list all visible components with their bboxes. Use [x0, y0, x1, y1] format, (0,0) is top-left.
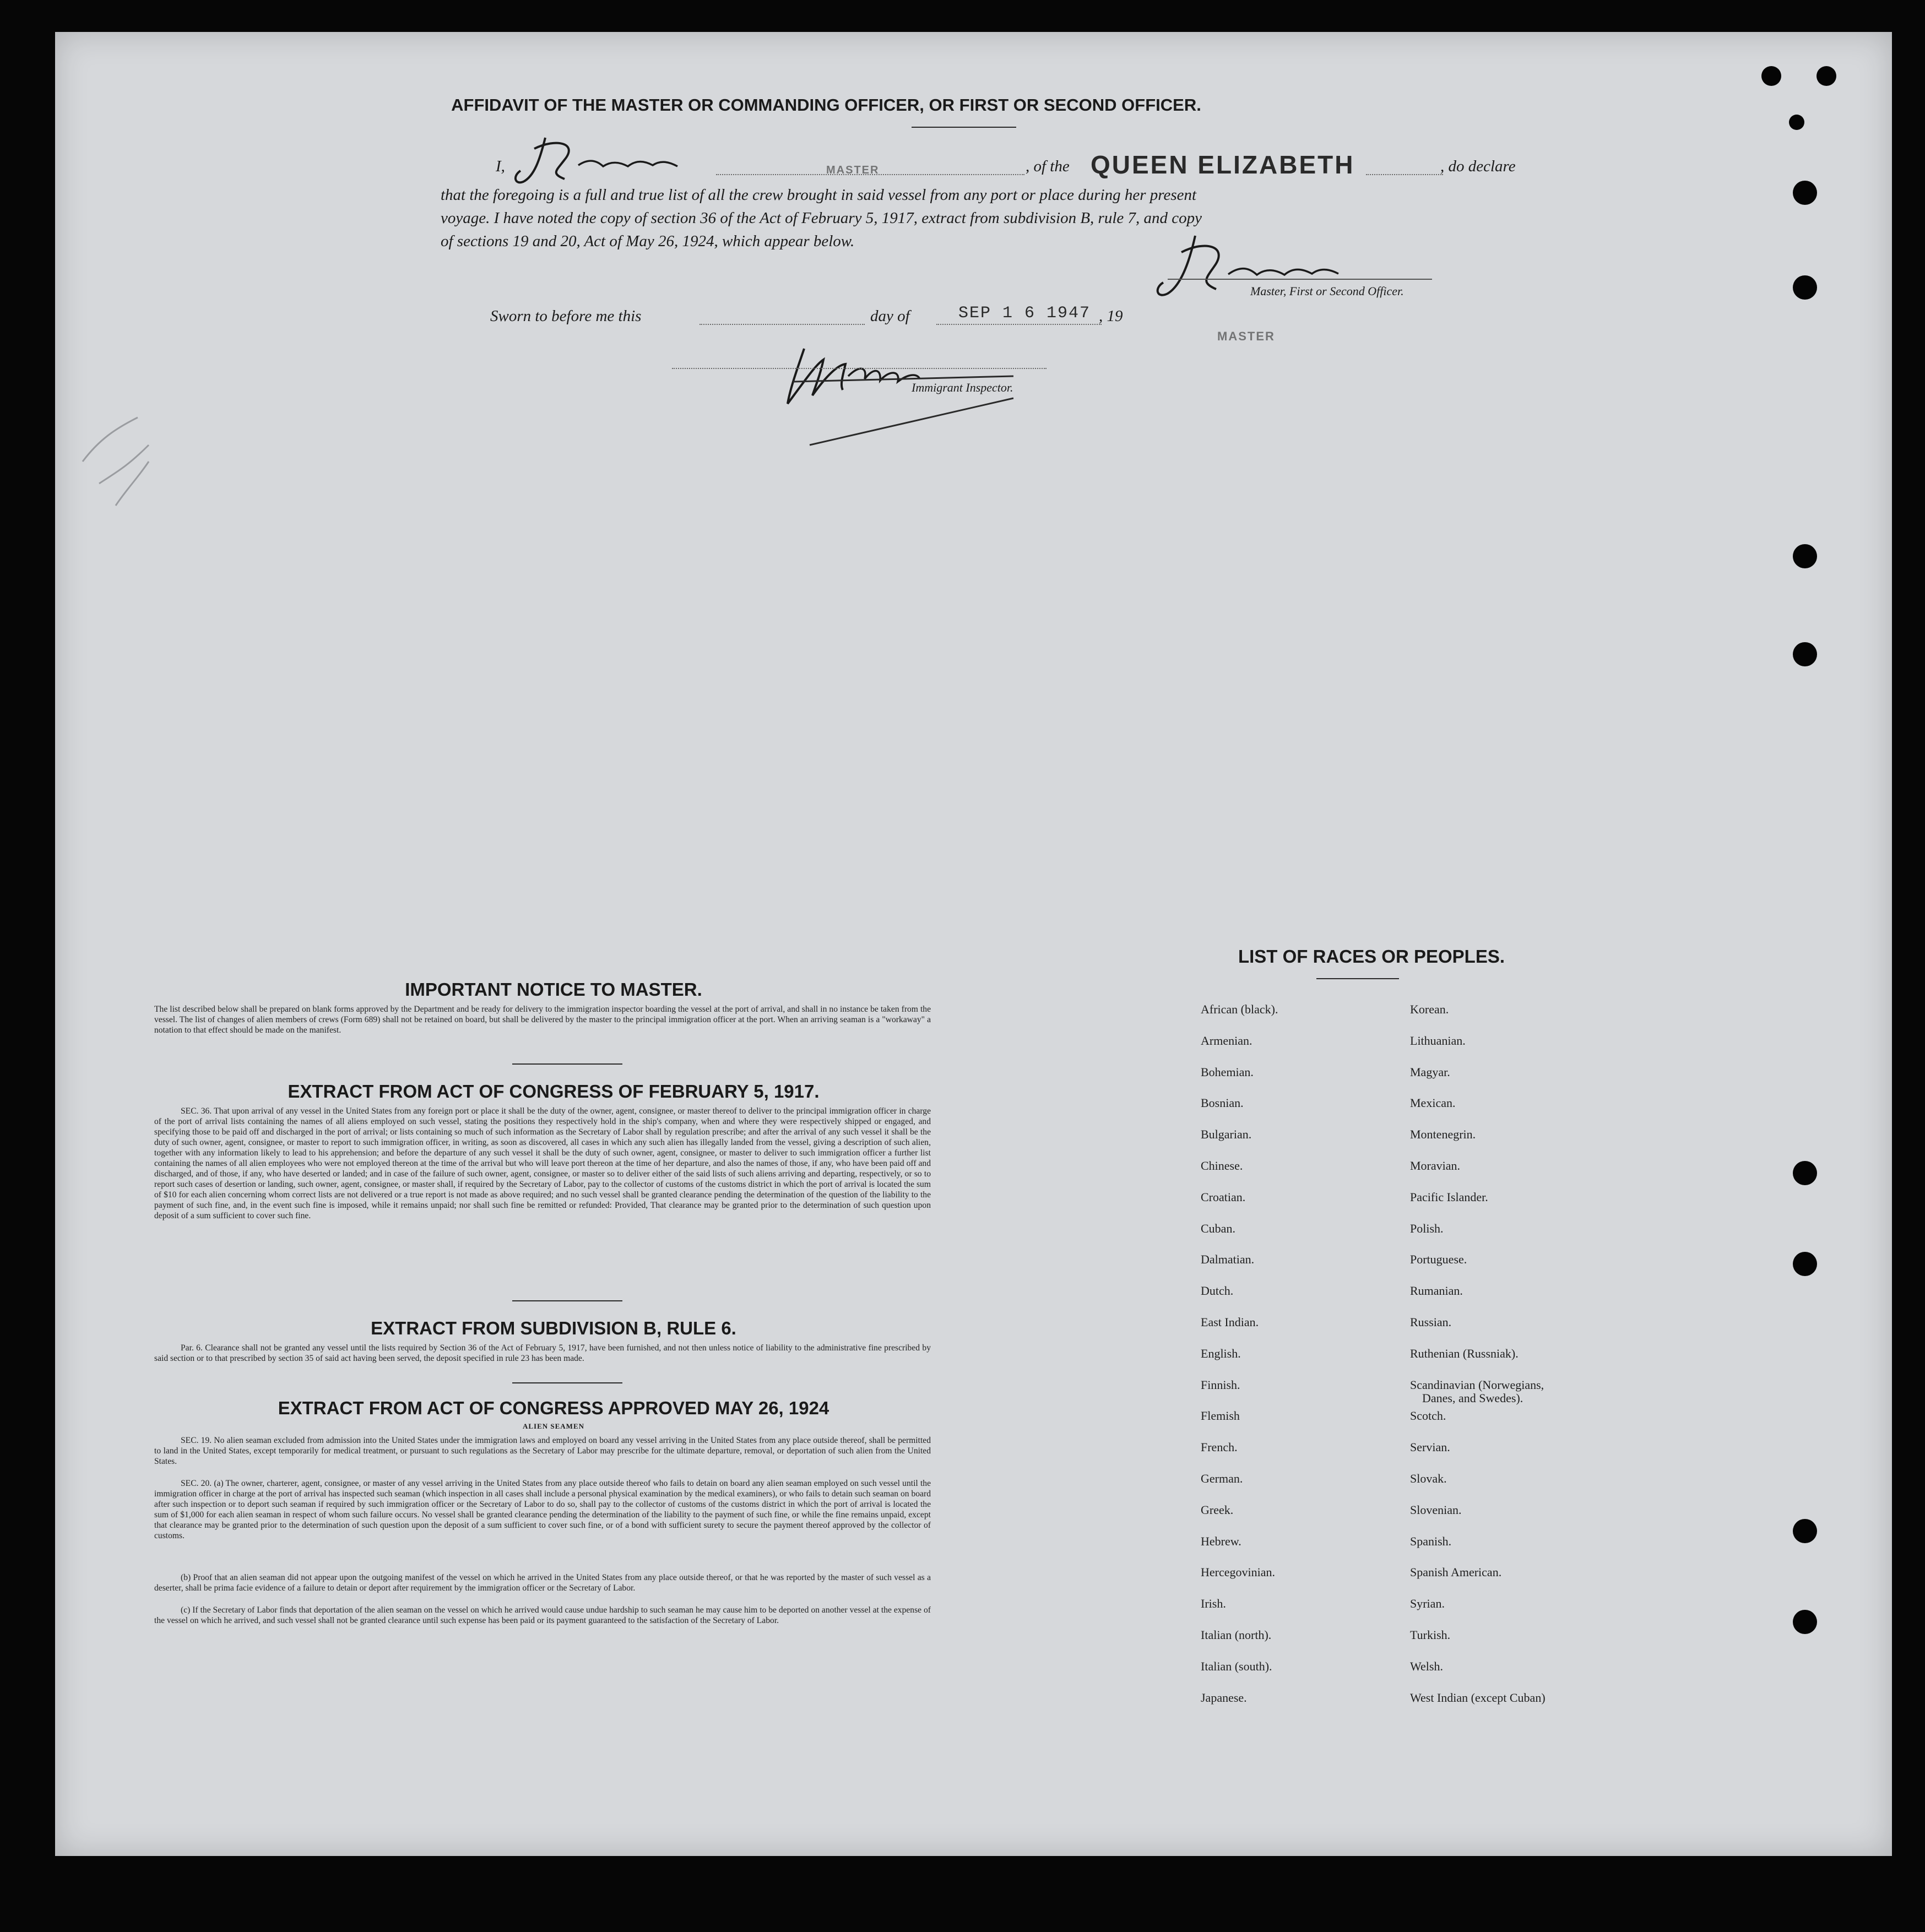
race-item: Russian. — [1410, 1315, 1452, 1329]
race-item: Turkish. — [1410, 1628, 1451, 1642]
race-item: Armenian. — [1201, 1034, 1252, 1048]
race-item: Scandinavian (Norwegians, Danes, and Swedes). — [1410, 1378, 1544, 1405]
race-item: Dalmatian. — [1201, 1252, 1255, 1266]
subdivision-b-rule — [512, 1382, 622, 1383]
extract-1924-sec19 — [154, 1435, 931, 1467]
affidavit-title: AFFIDAVIT OF THE MASTER OR COMMANDING OFFICER, OR FIRST OR SECOND OFFICER. — [451, 95, 1201, 115]
race-item: Spanish American. — [1410, 1565, 1502, 1579]
extract-1924-sec20a — [154, 1478, 931, 1541]
race-item: Japanese. — [1201, 1691, 1247, 1705]
race-item: English. — [1201, 1347, 1241, 1360]
master-stamp-2: MASTER — [1217, 329, 1275, 343]
race-item: Portuguese. — [1410, 1252, 1467, 1266]
sec20c-body: (c) If the Secretary of Labor finds that deportation of the alien seaman on the vessel on which he arrived would cause undue hardship to such seaman he may cause him to be deported on another vessel at the expense of the vessel on which he arrived, and such vessel shall not be granted clearance until such expense has been paid or its payment guaranteed to the satisfaction of the Secretary of Labor. — [154, 1605, 931, 1625]
sworn-day-dots — [699, 324, 865, 325]
affidavit-line1-prefix: I, — [496, 158, 505, 175]
ship-name-stamp: QUEEN ELIZABETH — [1091, 150, 1355, 179]
extract-1924-subtitle: ALIEN SEAMEN — [522, 1422, 585, 1430]
inspector-signature — [782, 327, 1069, 464]
race-item: Korean. — [1410, 1002, 1449, 1016]
race-item: Polish. — [1410, 1222, 1444, 1235]
sworn-day-of: day of — [870, 307, 910, 325]
race-item: Ruthenian (Russniak). — [1410, 1347, 1519, 1360]
binding-hole — [1816, 66, 1836, 86]
subdivision-b-title: EXTRACT FROM SUBDIVISION B, RULE 6. — [371, 1318, 736, 1338]
binding-hole — [1761, 66, 1781, 86]
notice-rule — [512, 1063, 622, 1065]
sworn-date-dots — [936, 324, 1102, 325]
margin-smudge-mark — [66, 395, 176, 533]
race-item: Bosnian. — [1201, 1096, 1244, 1110]
race-item: Hebrew. — [1201, 1534, 1241, 1548]
race-item: Bulgarian. — [1201, 1127, 1252, 1141]
race-item: Lithuanian. — [1410, 1034, 1466, 1048]
races-title: LIST OF RACES OR PEOPLES. — [1238, 946, 1505, 967]
binding-hole — [1793, 544, 1817, 568]
race-item: Pacific Islander. — [1410, 1190, 1488, 1204]
race-item: Syrian. — [1410, 1597, 1445, 1610]
inspector-caption: Immigrant Inspector. — [912, 381, 1013, 394]
affidavit-line1-of-the: , of the — [1026, 158, 1070, 175]
race-item: Mexican. — [1410, 1096, 1456, 1110]
date-stamp: SEP 1 6 1947 — [958, 304, 1091, 323]
affidavit-title-rule — [912, 127, 1016, 128]
race-item: Magyar. — [1410, 1065, 1450, 1079]
binding-hole — [1793, 1610, 1817, 1634]
affidavit-line2: that the foregoing is a full and true list of all the crew brought in said vessel from any port or place during her present — [441, 186, 1197, 204]
binding-hole — [1793, 1161, 1817, 1185]
sworn-year-prefix: , 19 — [1099, 307, 1123, 325]
binding-hole — [1793, 1519, 1817, 1543]
race-item: Chinese. — [1201, 1159, 1243, 1173]
race-item: East Indian. — [1201, 1315, 1259, 1329]
inspector-line — [672, 368, 1046, 369]
race-item: Bohemian. — [1201, 1065, 1254, 1079]
race-item: Scotch. — [1410, 1409, 1446, 1423]
document-page — [55, 32, 1892, 1856]
binding-hole — [1793, 181, 1817, 205]
notice-title: IMPORTANT NOTICE TO MASTER. — [405, 979, 702, 1000]
race-item: Moravian. — [1410, 1159, 1461, 1173]
race-item: African (black). — [1201, 1002, 1278, 1016]
race-item: Croatian. — [1201, 1190, 1246, 1204]
race-item: West Indian (except Cuban) — [1410, 1691, 1546, 1705]
master-signature-1 — [512, 127, 744, 193]
binding-hole — [1793, 275, 1817, 300]
race-item: Welsh. — [1410, 1659, 1443, 1673]
sec20a-body: SEC. 20. (a) The owner, charterer, agent, consignee, or master of any vessel arriving in the United States from any place outside thereof who fails to detain on board any alien seaman employed on such vessel until the immigration officer in charge at the port of arrival has inspected such seaman (which inspection in all cases shall include a personal physical examination by the medical examiners), or who fails to detain such seaman on board after such inspection or to deport such seaman if required by such immigration officer or the Secretary of Labor to do so, shall pay to the collector of customs of the customs district in which the port of arrival is located the sum of $1,000 for each alien seaman in respect of whom such failure occurs. No vessel shall be granted clearance pending the determination of the liability to the payment of such fine, or while the fine remains unpaid, except that clearance may be granted prior to the determination of such question upon the deposit of a sum sufficient to cover such fine, or of a bond with sufficient surety to secure the payment thereof approved by the collector of customs. — [154, 1479, 931, 1540]
extract-1924-sec20c — [154, 1605, 931, 1626]
race-item: Dutch. — [1201, 1284, 1234, 1298]
race-item: French. — [1201, 1440, 1238, 1454]
race-item: Irish. — [1201, 1597, 1226, 1610]
subdivision-b-text — [154, 1343, 931, 1364]
race-item: Finnish. — [1201, 1378, 1240, 1392]
race-item: Greek. — [1201, 1503, 1234, 1517]
sec20b-body: (b) Proof that an alien seaman did not appear upon the outgoing manifest of the vessel on which he arrived in the United States from any place outside thereof, or that he was reported by the master of such vessel as a deserter, shall be prima facie evidence of a failure to detain or deport after requirement by the immigration officer or the Secretary of Labor. — [154, 1573, 931, 1593]
extract-1924-sec20b — [154, 1572, 931, 1593]
race-item: Rumanian. — [1410, 1284, 1463, 1298]
race-item: Montenegrin. — [1410, 1127, 1476, 1141]
master-officer-caption: Master, First or Second Officer. — [1250, 284, 1404, 298]
race-item: Spanish. — [1410, 1534, 1452, 1548]
race-item: Cuban. — [1201, 1222, 1235, 1235]
sworn-prefix: Sworn to before me this — [490, 307, 642, 325]
subdivision-b-body: Par. 6. Clearance shall not be granted any vessel until the lists required by Section 36 of the Act of February 5, 1917, have been furnished, and not then unless notice of liability to the administrative fine prescribed by said section or to that prescribed by section 35 of said act having been served, the deposit specified in rule 23 has been made. — [154, 1343, 931, 1363]
affidavit-line3: voyage. I have noted the copy of section 36 of the Act of February 5, 1917, extract from subdivision B, rule 7, and copy — [441, 209, 1202, 227]
race-item: Italian (north). — [1201, 1628, 1272, 1642]
race-item: German. — [1201, 1472, 1243, 1485]
sec19-body: SEC. 19. No alien seaman excluded from admission into the United States under the immigration laws and employed on board any vessel arriving in the United States from any place outside thereof, shall be permitted to land in the United States, except temporarily for medical treatment, or pursuant to such regulations as the Secretary of Labor may prescribe for the ultimate departure, removal, or deportation of such alien from the United States. — [154, 1436, 931, 1466]
master-stamp-1: MASTER — [826, 164, 880, 176]
master-signature-line — [1168, 279, 1432, 280]
affidavit-line1-dots-b — [1366, 174, 1443, 175]
race-item: Italian (south). — [1201, 1659, 1272, 1673]
race-item: Hercegovinian. — [1201, 1565, 1275, 1579]
extract-1917-title: EXTRACT FROM ACT OF CONGRESS OF FEBRUARY 5, 1917. — [288, 1081, 820, 1101]
extract-1917-body: SEC. 36. That upon arrival of any vessel in the United States from any foreign port or place it shall be the duty of the owner, agent, consignee, or master thereof to deliver to the principal immigration officer in charge of the port of arrival lists containing the names of all aliens employed on such vessel, stating the positions they respectively hold in the ship's company, when and where they were respectively shipped or engaged, and specifying those to be paid off and discharged in the port of arrival; or lists containing so much of such information as the Secretary of Labor shall by regulation prescribe; and after the arrival of any such vessel it shall be the duty of such owner, agent, consignee, or master to report to such immigration officer, in writing, as soon as discovered, all cases in which any such alien has illegally landed from the vessel, giving a description of such alien, together with any information likely to lead to his apprehension; and before the departure of any such vessel it shall be the duty of such owner, agent, consignee, or master to deliver to such immigration officer a further list containing the names of all alien employees who were not employed thereon at the time of the arrival but who will leave port thereon at the time of her departure, and also the names of those, if any, who have been paid off and discharged, and of those, if any, who have deserted or landed; and in case of the failure of such owner, agent, consignee, or master so to deliver either of the said lists of such aliens arriving and departing, respectively, or so to report such cases of desertion or landing, such owner, agent, consignee, or master shall, if required by the Secretary of Labor, pay to the collector of customs of the customs district in which the port of arrival is located the sum of $10 for each alien concerning whom correct lists are not delivered or a true report is not made as above required; and no such vessel shall be granted clearance pending the determination of the question of the liability to the payment of such fine, and, in the event such fine is imposed, while it remains unpaid; nor shall such fine be remitted or refunded: Provided, That clearance may be granted prior to the determination of such question upon deposit of a sum sufficient to cover such fine. — [154, 1106, 931, 1220]
race-item: Flemish — [1201, 1409, 1240, 1423]
affidavit-line4: of sections 19 and 20, Act of May 26, 1924, which appear below. — [441, 232, 855, 250]
race-item: Slovenian. — [1410, 1503, 1462, 1517]
race-item: Slovak. — [1410, 1472, 1447, 1485]
binding-hole — [1793, 642, 1817, 666]
race-item: Servian. — [1410, 1440, 1450, 1454]
races-title-rule — [1316, 978, 1399, 979]
binding-hole — [1789, 115, 1804, 130]
binding-hole — [1793, 1252, 1817, 1276]
extract-1917-text — [154, 1106, 931, 1221]
affidavit-line1-suffix: , do declare — [1440, 158, 1516, 175]
extract-1924-title: EXTRACT FROM ACT OF CONGRESS APPROVED MAY 26, 1924 — [278, 1398, 829, 1418]
extract-1917-rule — [512, 1300, 622, 1301]
notice-text: The list described below shall be prepared on blank forms approved by the Department and be ready for delivery to the immigration inspector boarding the vessel at the port of arrival, and shall in no instance be taken from the vessel. The list of changes of alien members of crews (Form 689) shall not be retained on board, but shall be delivered by the master to the principal immigration officer at the port. When an arriving seaman is a "workaway" a notation to that effect should be made on the manifest. — [154, 1005, 931, 1035]
